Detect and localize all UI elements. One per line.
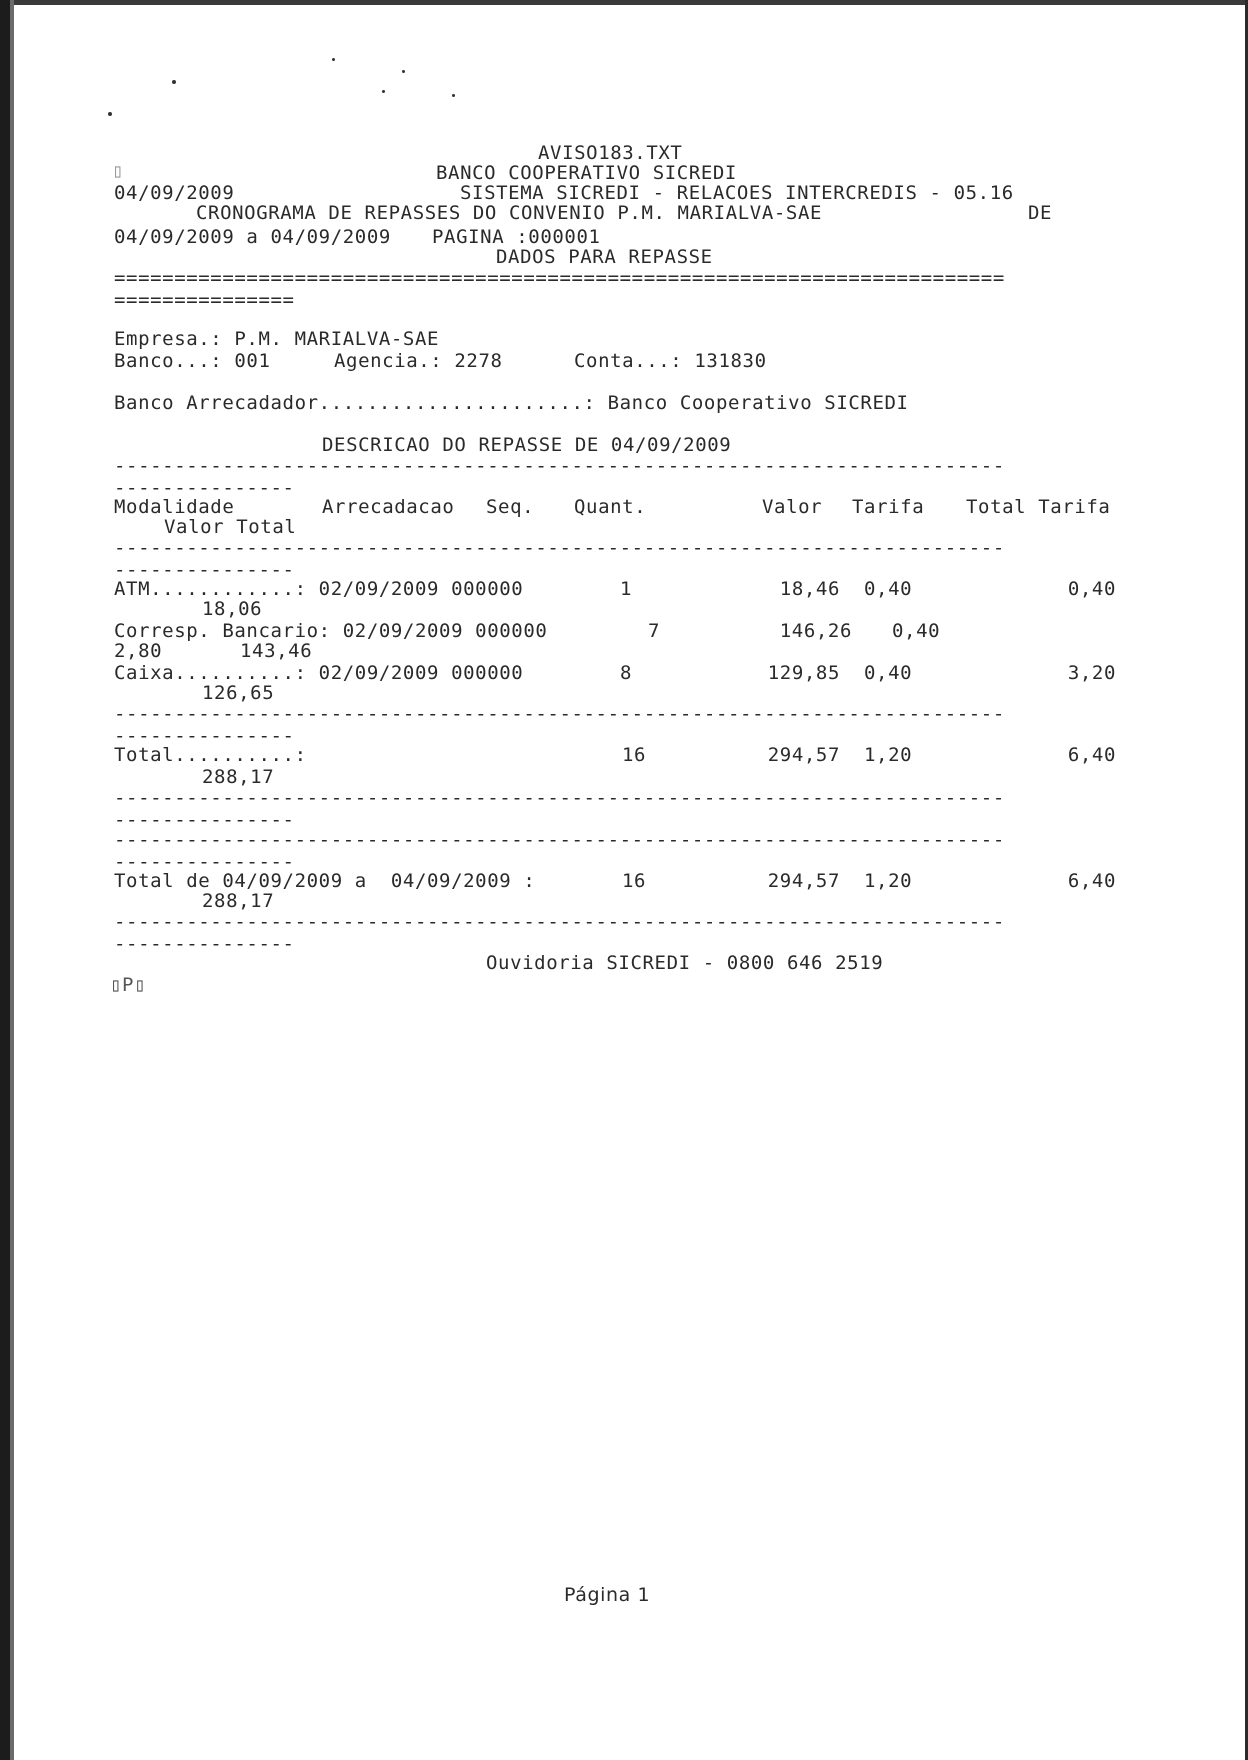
- grand-total-valor: 294,57: [767, 870, 840, 892]
- conta-line: Conta...: 131830: [574, 350, 767, 372]
- rule-dash-short: ---------------: [114, 560, 295, 580]
- header-modalidade: Modalidade: [114, 496, 235, 518]
- rule-equals: ==========================================================================: [114, 268, 1005, 288]
- row-total-tarifa: 0,40: [1067, 578, 1116, 600]
- scan-speck: [108, 112, 112, 116]
- scan-speck: [452, 94, 455, 97]
- row-quant: 8: [620, 662, 633, 684]
- report-title: CRONOGRAMA DE REPASSES DO CONVENIO P.M. MARIALVA-SAE: [196, 202, 823, 224]
- section-title: DADOS PARA REPASSE: [496, 246, 713, 268]
- bank-name: BANCO COOPERATIVO SICREDI: [436, 162, 737, 184]
- system-name: SISTEMA SICREDI - RELACOES INTERCREDIS - 05.16: [460, 182, 1014, 204]
- rule-dash-short: ---------------: [114, 852, 295, 872]
- report-date: 04/09/2009: [114, 182, 235, 204]
- scan-edge-left: [0, 0, 10, 1760]
- grand-total-total-tarifa: 6,40: [1067, 870, 1116, 892]
- rule-dash: --------------------------------------------------------------------------: [114, 456, 1005, 476]
- row-quant: 7: [648, 620, 661, 642]
- row-valor: 18,46: [779, 578, 840, 600]
- row-valor: 129,85: [767, 662, 840, 684]
- total-valor-total: 288,17: [202, 766, 275, 788]
- row-label: Corresp. Bancario: 02/09/2009 000000: [114, 620, 548, 642]
- banco-line: Banco...: 001: [114, 350, 271, 372]
- page-footer-number: Página 1: [564, 1584, 651, 1606]
- grand-total-valor-total: 288,17: [202, 890, 275, 912]
- rule-dash-short: ---------------: [114, 934, 295, 954]
- grand-total-tarifa: 1,20: [864, 870, 913, 892]
- report-title-de: DE: [1028, 202, 1053, 224]
- grand-total-quant: 16: [622, 870, 647, 892]
- row-quant: 1: [620, 578, 633, 600]
- row-valor-total: 143,46: [240, 640, 313, 662]
- rule-dash-short: ---------------: [114, 478, 295, 498]
- rule-dash: --------------------------------------------------------------------------: [114, 830, 1005, 850]
- total-valor: 294,57: [767, 744, 840, 766]
- total-quant: 16: [622, 744, 647, 766]
- row-valor: 146,26: [779, 620, 852, 642]
- ouvidoria-line: Ouvidoria SICREDI - 0800 646 2519: [486, 952, 884, 974]
- scan-speck: [402, 70, 405, 73]
- page-number: PAGINA :000001: [432, 226, 601, 248]
- rule-dash-short: ---------------: [114, 726, 295, 746]
- row-total-tarifa: 3,20: [1067, 662, 1116, 684]
- report-period: 04/09/2009 a 04/09/2009: [114, 226, 391, 248]
- rule-dash: --------------------------------------------------------------------------: [114, 704, 1005, 724]
- rule-dash-short: ---------------: [114, 810, 295, 830]
- header-valor: Valor: [762, 496, 823, 518]
- table-caption: DESCRICAO DO REPASSE DE 04/09/2009: [322, 434, 732, 456]
- row-tarifa: 0,40: [864, 578, 913, 600]
- row-valor-total: 126,65: [202, 682, 275, 704]
- header-valor-total: Valor Total: [164, 516, 297, 538]
- rule-dash: --------------------------------------------------------------------------: [114, 538, 1005, 558]
- rule-equals-short: ===============: [114, 290, 295, 310]
- row-total-tarifa: 2,80: [114, 640, 163, 662]
- header-seq: Seq.: [486, 496, 535, 518]
- row-tarifa: 0,40: [892, 620, 941, 642]
- scan-edge-left-shadow: [10, 0, 14, 1760]
- rule-dash: --------------------------------------------------------------------------: [114, 912, 1005, 932]
- total-label: Total..........:: [114, 744, 307, 766]
- grand-total-label: Total de 04/09/2009 a 04/09/2009 :: [114, 870, 536, 892]
- report-filename: AVISO183.TXT: [538, 142, 683, 164]
- row-label: ATM............: 02/09/2009 000000: [114, 578, 524, 600]
- rule-dash: --------------------------------------------------------------------------: [114, 788, 1005, 808]
- total-total-tarifa: 6,40: [1067, 744, 1116, 766]
- arrecadador-line: Banco Arrecadador......................: Banco Cooperativo SICREDI: [114, 392, 909, 414]
- empresa-line: Empresa.: P.M. MARIALVA-SAE: [114, 328, 440, 350]
- row-tarifa: 0,40: [864, 662, 913, 684]
- row-label: Caixa..........: 02/09/2009 000000: [114, 662, 524, 684]
- scan-edge-top: [0, 0, 1248, 5]
- header-total-tarifa: Total Tarifa: [966, 496, 1111, 518]
- scan-speck: [172, 80, 176, 84]
- box-glyph: ▯: [112, 160, 125, 182]
- header-arrecadacao: Arrecadacao: [322, 496, 455, 518]
- total-tarifa: 1,20: [864, 744, 913, 766]
- scan-speck: [382, 90, 385, 93]
- agencia-line: Agencia.: 2278: [334, 350, 503, 372]
- header-quant: Quant.: [574, 496, 647, 518]
- header-tarifa: Tarifa: [852, 496, 925, 518]
- scan-speck: [332, 58, 335, 61]
- row-valor-total: 18,06: [202, 598, 263, 620]
- page-break-marker: ▯P▯: [110, 974, 147, 996]
